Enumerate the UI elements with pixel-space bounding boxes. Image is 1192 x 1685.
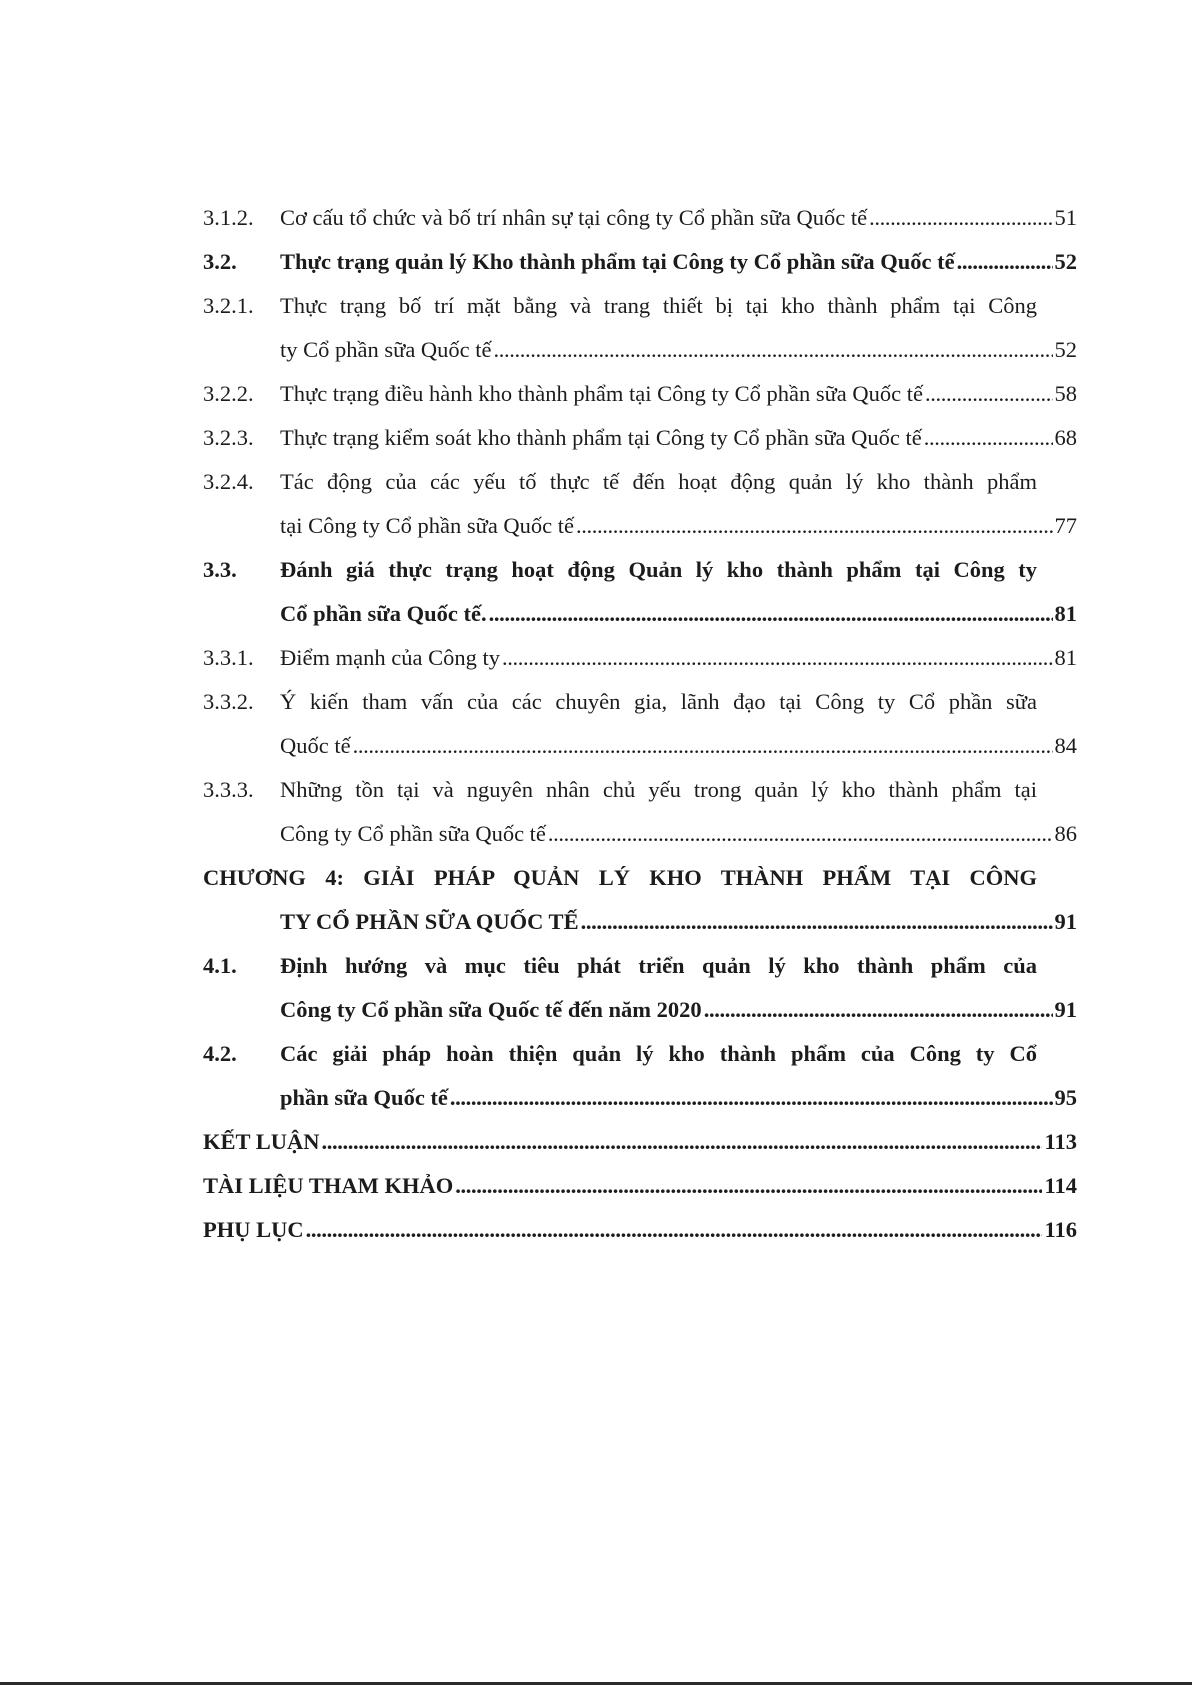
toc-entry-number: 4.1. <box>203 953 237 978</box>
table-of-contents <box>203 196 1077 1252</box>
toc-entry-number: 3.3.3. <box>203 777 254 802</box>
toc-page-number: 58 <box>1054 381 1077 406</box>
toc-page-number: 52 <box>1054 337 1077 362</box>
toc-entry-title-line: Đánh giá thực trạng hoạt động Quản lý kho thành phẩm tại Công ty <box>280 557 1037 582</box>
toc-entry-title-line: Định hướng và mục tiêu phát triển quản lý kho thành phẩm của <box>280 953 1037 978</box>
toc-entry[interactable] <box>203 196 1077 240</box>
toc-entry-number: 3.3.2. <box>203 689 254 714</box>
toc-entry-title-line: phần sữa Quốc tế <box>280 1085 448 1110</box>
toc-leader-dots <box>957 240 1053 284</box>
toc-entry-number: 4.2. <box>203 1041 237 1066</box>
toc-entry-title-line: TY CỔ PHẦN SỮA QUỐC TẾ <box>280 909 579 934</box>
toc-leader-dots <box>494 328 1053 372</box>
toc-page-number: 113 <box>1044 1129 1077 1154</box>
toc-entry[interactable] <box>203 1208 1077 1252</box>
toc-leader-dots <box>581 900 1053 944</box>
toc-entry-title-line: Điểm mạnh của Công ty <box>280 645 500 670</box>
toc-entry[interactable] <box>203 856 1077 944</box>
toc-page-number: 91 <box>1054 909 1077 934</box>
toc-entry-title-line: Quốc tế <box>280 733 351 758</box>
toc-page-number: 68 <box>1054 425 1077 450</box>
toc-entry[interactable] <box>203 372 1077 416</box>
toc-entry-number: 3.2.4. <box>203 469 254 494</box>
toc-leader-dots <box>353 724 1053 768</box>
toc-entry-number: 3.2.2. <box>203 381 254 406</box>
toc-entry-title-line: CHƯƠNG 4: GIẢI PHÁP QUẢN LÝ KHO THÀNH PHẨM TẠI CÔNG <box>203 865 1037 890</box>
toc-entry-title-line: Công ty Cổ phần sữa Quốc tế <box>280 821 546 846</box>
toc-entry-title-line: ty Cổ phần sữa Quốc tế <box>280 337 492 362</box>
toc-page-number: 51 <box>1054 205 1077 230</box>
toc-entry-number: 3.1.2. <box>203 205 254 230</box>
toc-leader-dots <box>450 1076 1053 1120</box>
toc-entry-title-line: tại Công ty Cổ phần sữa Quốc tế <box>280 513 575 538</box>
toc-entry-title-line: Thực trạng quản lý Kho thành phẩm tại Công ty Cổ phần sữa Quốc tế <box>280 249 955 274</box>
toc-page-number: 95 <box>1054 1085 1077 1110</box>
toc-leader-dots <box>924 416 1053 460</box>
toc-entry[interactable] <box>203 548 1077 636</box>
toc-leader-dots <box>869 196 1052 240</box>
toc-entry-title-line: Những tồn tại và nguyên nhân chủ yếu trong quản lý kho thành phẩm tại <box>280 777 1037 802</box>
toc-entry-title-line: Thực trạng bố trí mặt bằng và trang thiết bị tại kho thành phẩm tại Công <box>280 293 1037 318</box>
toc-entry-title-line: PHỤ LỤC <box>203 1217 304 1242</box>
toc-entry[interactable] <box>203 1032 1077 1120</box>
toc-entry-title-line: TÀI LIỆU THAM KHẢO <box>203 1173 454 1198</box>
toc-page-number: 91 <box>1054 997 1077 1022</box>
toc-entry[interactable] <box>203 416 1077 460</box>
toc-entry-title-line: Các giải pháp hoàn thiện quản lý kho thành phẩm của Công ty Cổ <box>280 1041 1037 1066</box>
toc-entry-title-line: Cổ phần sữa Quốc tế. <box>280 601 487 626</box>
toc-entry-number: 3.3.1. <box>203 645 254 670</box>
toc-leader-dots <box>489 592 1053 636</box>
toc-leader-dots <box>925 372 1052 416</box>
toc-entry[interactable] <box>203 460 1077 548</box>
toc-leader-dots <box>322 1120 1043 1164</box>
toc-entry-number: 3.2.1. <box>203 293 254 318</box>
toc-page-number: 81 <box>1054 645 1077 670</box>
toc-entry[interactable] <box>203 284 1077 372</box>
toc-leader-dots <box>704 988 1053 1032</box>
toc-page-number: 116 <box>1044 1217 1077 1242</box>
toc-page-number: 52 <box>1054 249 1077 274</box>
toc-leader-dots <box>548 812 1053 856</box>
toc-entry[interactable] <box>203 1164 1077 1208</box>
toc-entry-number: 3.3. <box>203 557 237 582</box>
toc-entry-number: 3.2. <box>203 249 237 274</box>
toc-entry-title-line: Công ty Cổ phần sữa Quốc tế đến năm 2020 <box>280 997 702 1022</box>
toc-entry-title-line: Thực trạng kiểm soát kho thành phẩm tại Công ty Cổ phần sữa Quốc tế <box>280 425 922 450</box>
toc-page-number: 86 <box>1054 821 1077 846</box>
toc-page-number: 77 <box>1054 513 1077 538</box>
toc-entry[interactable] <box>203 768 1077 856</box>
toc-leader-dots <box>455 1164 1042 1208</box>
toc-page-number: 81 <box>1054 601 1077 626</box>
toc-entry-title-line: Tác động của các yếu tố thực tế đến hoạt động quản lý kho thành phẩm <box>280 469 1037 494</box>
toc-entry[interactable] <box>203 240 1077 284</box>
toc-entry[interactable] <box>203 636 1077 680</box>
toc-entry-title-line: Thực trạng điều hành kho thành phẩm tại Công ty Cổ phần sữa Quốc tế <box>280 381 924 406</box>
toc-entry[interactable] <box>203 680 1077 768</box>
toc-entry-number: 3.2.3. <box>203 425 254 450</box>
toc-entry-title-line: Cơ cấu tổ chức và bố trí nhân sự tại công ty Cổ phần sữa Quốc tế <box>280 205 868 230</box>
toc-page-number: 114 <box>1044 1173 1077 1198</box>
toc-entry[interactable] <box>203 944 1077 1032</box>
toc-leader-dots <box>502 636 1053 680</box>
toc-page-number: 84 <box>1054 733 1077 758</box>
toc-leader-dots <box>576 504 1052 548</box>
toc-entry-title-line: KẾT LUẬN <box>203 1129 320 1154</box>
toc-entry[interactable] <box>203 1120 1077 1164</box>
toc-entry-title-line: Ý kiến tham vấn của các chuyên gia, lãnh đạo tại Công ty Cổ phần sữa <box>280 689 1037 714</box>
toc-leader-dots <box>306 1208 1043 1252</box>
